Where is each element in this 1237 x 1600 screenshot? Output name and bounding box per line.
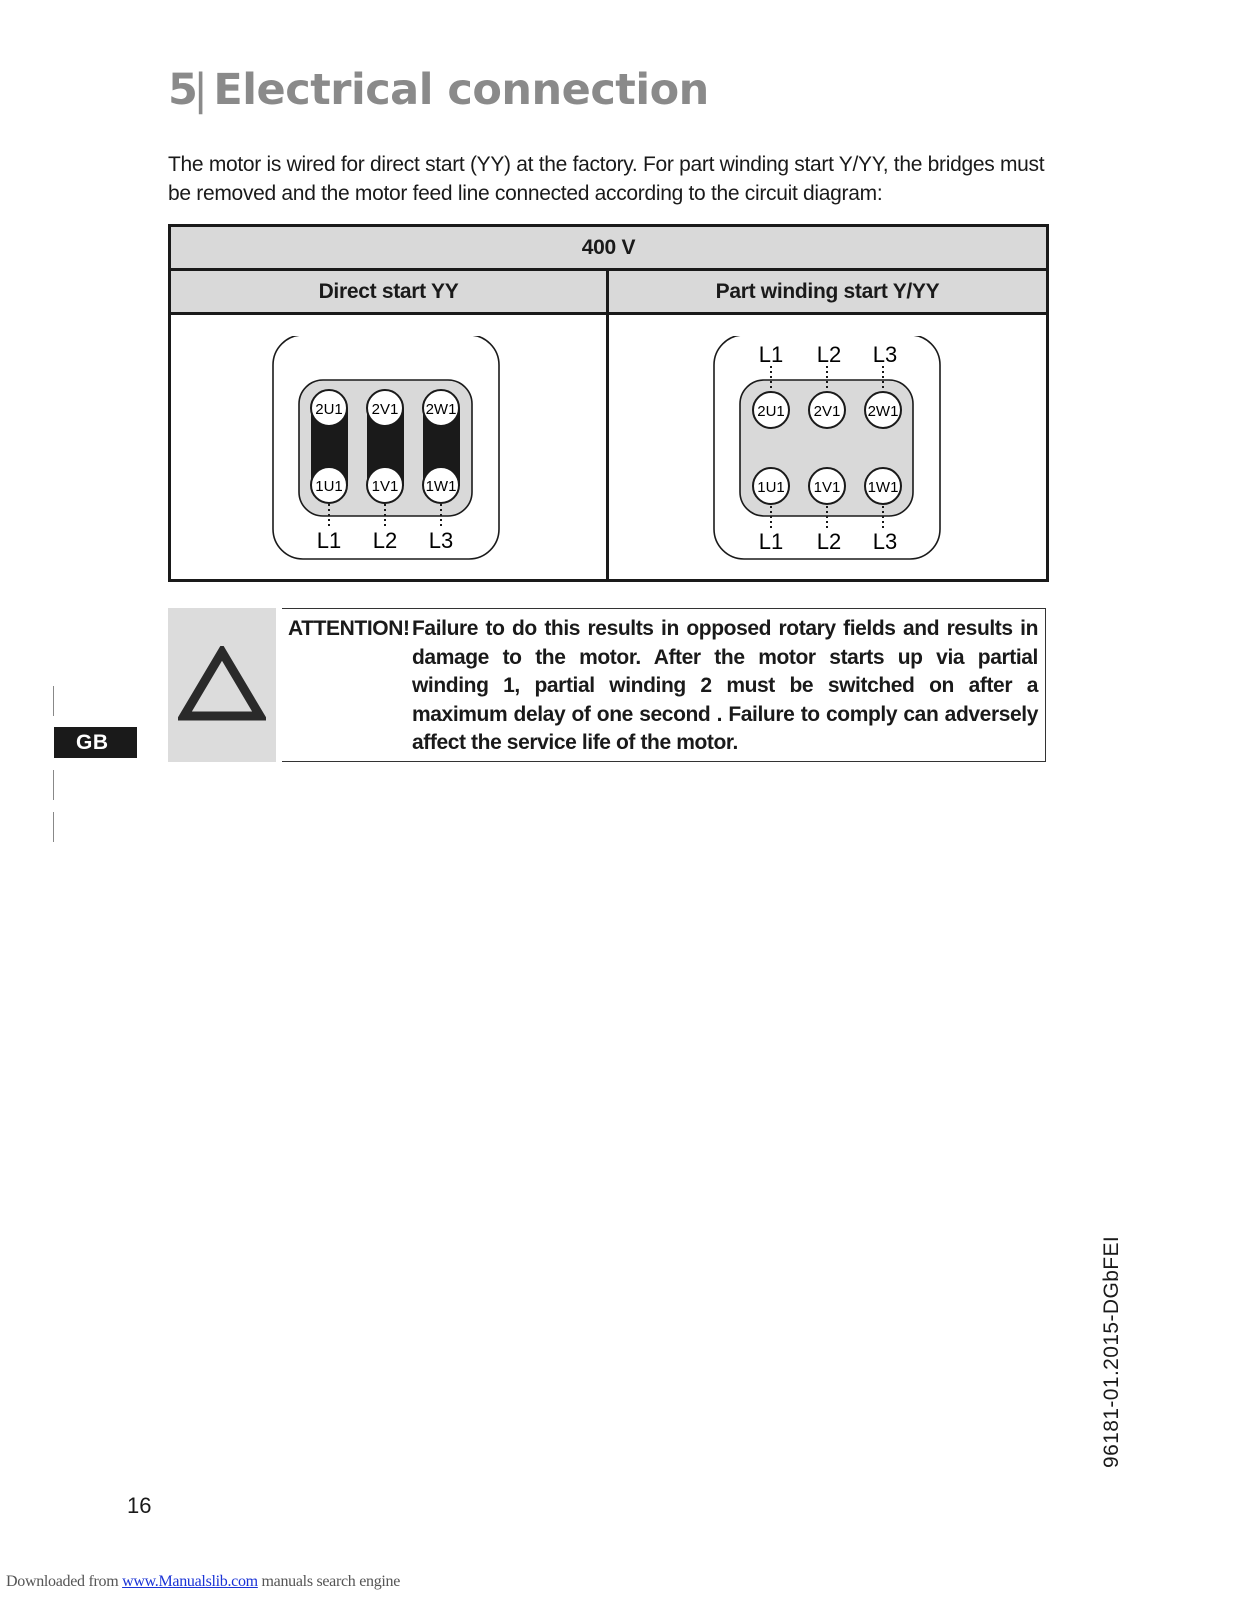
column-header-direct-start: Direct start YY: [171, 271, 609, 315]
terminal-label: 1V1: [371, 478, 399, 495]
line-label: L3: [428, 528, 454, 553]
terminal-label: 2W1: [425, 401, 457, 418]
direct-start-diagram: [272, 336, 502, 562]
terminal-label: 2V1: [813, 403, 841, 420]
intro-paragraph: The motor is wired for direct start (YY) at the factory. For part winding start Y/YY, the bridges must be removed and the motor feed line connected according to the circuit diagram:: [168, 153, 1045, 205]
section-title: Electrical connection: [213, 65, 709, 115]
footer-prefix: Downloaded from: [6, 1573, 123, 1590]
line-label: L3: [872, 342, 898, 367]
line-label: L3: [872, 529, 898, 554]
terminal-label: 1U1: [315, 478, 343, 495]
terminal-label: 2U1: [315, 401, 343, 418]
line-label: L2: [816, 529, 842, 554]
table-divider: [606, 315, 609, 579]
margin-mark: [53, 770, 54, 800]
document-code: 96181-01.2015-DGbFEI: [1100, 1235, 1123, 1468]
terminal-label: 2V1: [371, 401, 399, 418]
language-tab: GB: [54, 727, 137, 758]
terminal-label: 1U1: [757, 479, 785, 496]
attention-label: ATTENTION!: [288, 617, 410, 640]
line-label: L2: [816, 342, 842, 367]
section-heading: [168, 64, 709, 116]
terminal-label: 2W1: [867, 403, 899, 420]
line-label: L2: [372, 528, 398, 553]
footer-suffix: manuals search engine: [257, 1573, 401, 1590]
line-label: L1: [758, 529, 784, 554]
margin-mark: [53, 812, 54, 842]
line-label: L1: [316, 528, 342, 553]
voltage-header: 400 V: [171, 227, 1046, 271]
terminal-label: 1W1: [867, 479, 899, 496]
warning-triangle-icon: [178, 646, 266, 724]
column-header-part-winding: Part winding start Y/YY: [609, 271, 1046, 315]
terminal-box-part-winding: [713, 336, 943, 562]
margin-mark: [53, 686, 54, 716]
section-number: 5: [168, 65, 198, 115]
attention-frame: [282, 608, 1046, 762]
download-footer: [6, 1573, 400, 1591]
terminal-box-direct: [272, 336, 502, 562]
page-number: 16: [127, 1493, 152, 1518]
terminal-label: 1W1: [425, 478, 457, 495]
heading-separator: |: [193, 65, 208, 115]
attention-text: Failure to do this results in opposed rotary fields and results in damage to the motor. After the motor starts up via partial winding 1, partial winding 2 must be switched on after a maximum delay of one second . Failure to comply can adversely affect the service life of the motor.: [412, 617, 1038, 754]
part-winding-diagram: [713, 336, 943, 562]
line-label: L1: [758, 342, 784, 367]
warning-icon-panel: [168, 608, 276, 762]
manualslib-link[interactable]: www.Manualslib.com: [122, 1573, 258, 1590]
terminal-label: 1V1: [813, 479, 841, 496]
attention-notice: [168, 608, 1048, 762]
terminal-label: 2U1: [757, 403, 785, 420]
